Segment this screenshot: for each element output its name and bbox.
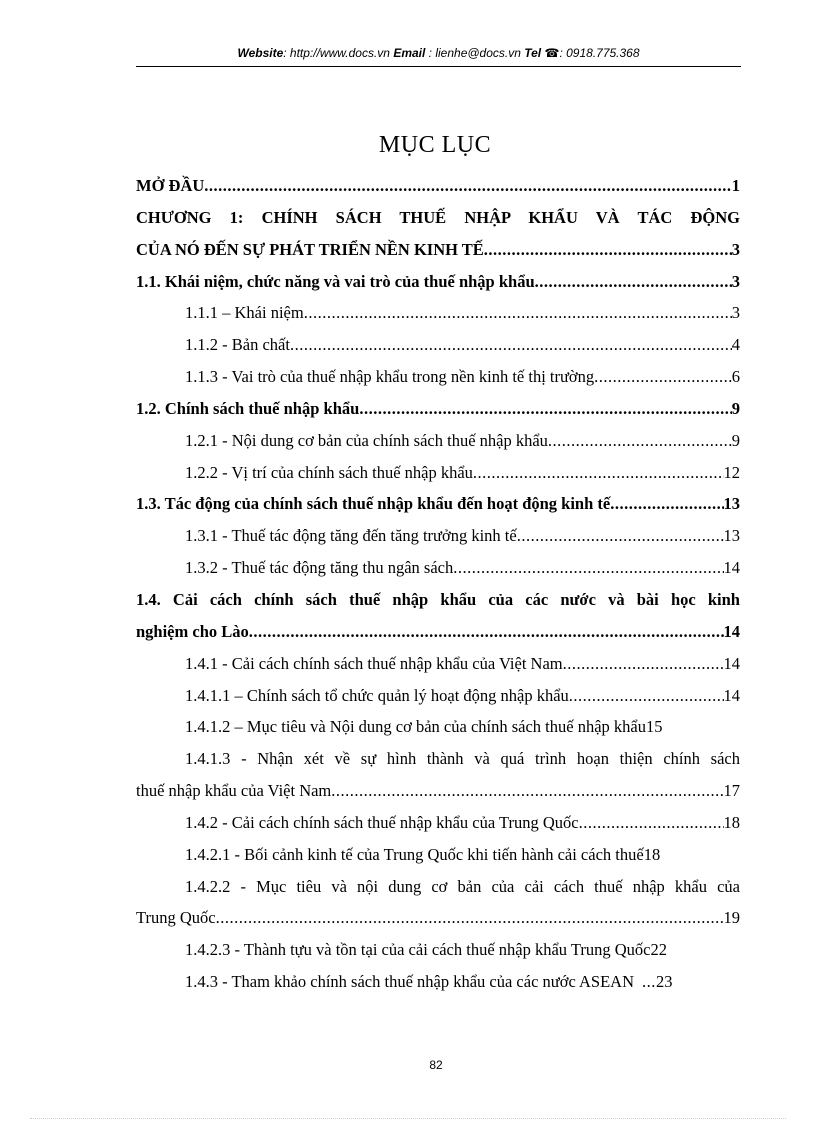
email-value: : lienhe@docs.vn bbox=[428, 46, 521, 60]
toc-leader-dots bbox=[484, 234, 732, 266]
toc-leader-dots bbox=[517, 520, 724, 552]
toc-entry bbox=[136, 457, 740, 489]
toc-entry-text: 1.2.2 - Vị trí của chính sách thuế nhập khẩu bbox=[185, 462, 473, 482]
toc-entry bbox=[136, 361, 740, 393]
toc-entry-page: 14 bbox=[723, 685, 740, 705]
toc-entry-page: 9 bbox=[731, 398, 740, 418]
toc-entry-text: 1.1.1 – Khái niệm bbox=[185, 303, 304, 323]
toc-entry bbox=[136, 584, 740, 616]
phone-icon: ☎ bbox=[544, 46, 560, 60]
toc-entry-text: 1.4.1 - Cải cách chính sách thuế nhập khẩu của Việt Nam bbox=[185, 653, 563, 673]
toc-entry-page: 17 bbox=[723, 781, 740, 801]
toc-entry-page: 14 bbox=[723, 621, 740, 641]
page-number: 82 bbox=[429, 1058, 443, 1072]
toc-entry bbox=[136, 329, 740, 361]
toc-entry-text: CHƯƠNG 1: CHÍNH SÁCH THUẾ NHẬP KHẨU VÀ TÁC ĐỘNG bbox=[136, 207, 740, 227]
email-label: Email bbox=[393, 46, 426, 60]
toc-entry-page: 3 bbox=[731, 239, 740, 259]
toc-entry-text: 1.2.1 - Nội dung cơ bản của chính sách thuế nhập khẩu bbox=[185, 430, 548, 450]
toc-entry-text: 1.2. Chính sách thuế nhập khẩu bbox=[136, 398, 360, 418]
toc-entry bbox=[136, 488, 740, 520]
toc-entry-text: 1.4.1.1 – Chính sách tổ chức quản lý hoạt động nhập khẩu bbox=[185, 685, 569, 705]
toc-entry bbox=[136, 807, 740, 839]
toc-leader-dots bbox=[216, 902, 724, 934]
toc-entry-page: 18 bbox=[723, 812, 740, 832]
toc-entry-text: 1.4.2.2 - Mục tiêu và nội dung cơ bản của cải cách thuế nhập khẩu của bbox=[185, 876, 740, 896]
toc-entry bbox=[136, 775, 740, 807]
toc-entry-text: 1.4.3 - Tham khảo chính sách thuế nhập khẩu của các nước ASEAN bbox=[185, 972, 634, 992]
toc-entry-page: 23 bbox=[656, 972, 673, 992]
toc-entry-text: 1.4.2 - Cải cách chính sách thuế nhập khẩu của Trung Quốc bbox=[185, 812, 579, 832]
toc-entry-text: 1.1.2 - Bản chất bbox=[185, 335, 290, 355]
tel-value: : 0918.775.368 bbox=[559, 46, 640, 60]
toc-entry-page: 19 bbox=[723, 908, 740, 928]
page-header bbox=[136, 46, 741, 67]
toc-entry-page: 9 bbox=[731, 430, 740, 450]
toc-leader-dots bbox=[331, 775, 723, 807]
toc-entry bbox=[136, 170, 740, 202]
toc-entry-text: 1.3. Tác động của chính sách thuế nhập khẩu đến hoạt động kinh tế bbox=[136, 494, 611, 514]
toc-entry bbox=[136, 680, 740, 712]
page-title: MỤC LỤC bbox=[378, 132, 492, 158]
toc-entry bbox=[136, 520, 740, 552]
toc-leader-dots bbox=[304, 297, 732, 329]
toc-entry bbox=[136, 839, 740, 871]
toc-entry bbox=[136, 871, 740, 903]
toc-leader-dots bbox=[569, 680, 724, 712]
toc-entry-page: 13 bbox=[723, 494, 740, 514]
toc-entry-page: 22 bbox=[650, 940, 667, 960]
toc-entry-text: MỞ ĐẦU bbox=[136, 176, 205, 195]
toc-leader-dots bbox=[548, 425, 732, 457]
toc-entry bbox=[136, 648, 740, 680]
toc-leader-dots bbox=[563, 648, 724, 680]
toc-entry-text: 1.3.2 - Thuế tác động tăng thu ngân sách bbox=[185, 558, 454, 578]
toc-entry bbox=[136, 425, 740, 457]
toc-entry-text: 1.4.1.3 - Nhận xét về sự hình thành và quá trình hoạn thiện chính sách bbox=[185, 749, 740, 769]
toc-entry-text: 1.4.2.1 - Bối cảnh kinh tế của Trung Quốc khi tiến hành cải cách thuế bbox=[185, 844, 644, 864]
table-of-contents bbox=[136, 170, 740, 998]
toc-leader-dots bbox=[594, 361, 732, 393]
toc-entry-text: 1.4.2.3 - Thành tựu và tồn tại của cải cách thuế nhập khẩu Trung Quốc bbox=[185, 940, 651, 960]
toc-leader-dots bbox=[290, 329, 732, 361]
toc-entry-page: 18 bbox=[643, 844, 661, 864]
toc-entry-page: 12 bbox=[723, 462, 740, 482]
toc-leader-dots bbox=[204, 170, 731, 202]
toc-entry-text: 1.1.3 - Vai trò của thuế nhập khẩu trong nền kinh tế thị trường bbox=[185, 367, 595, 387]
toc-entry-page: 6 bbox=[731, 367, 740, 387]
toc-entry bbox=[136, 393, 740, 425]
toc-entry-page: 3 bbox=[731, 271, 740, 291]
toc-leader-dots bbox=[610, 488, 723, 520]
toc-leader-dots bbox=[473, 457, 724, 489]
tel-label: Tel bbox=[524, 46, 542, 60]
toc-entry bbox=[136, 266, 740, 298]
toc-entry-text: thuế nhập khẩu của Việt Nam bbox=[136, 781, 332, 801]
toc-entry-page: 14 bbox=[723, 653, 740, 673]
toc-leader-dots bbox=[359, 393, 731, 425]
toc-entry-text: 1.4. Cải cách chính sách thuế nhập khẩu của các nước và bài học kinh bbox=[136, 589, 740, 609]
bottom-rule bbox=[30, 1118, 786, 1119]
toc-entry-page: 4 bbox=[731, 335, 740, 355]
toc-entry bbox=[136, 902, 740, 934]
toc-entry bbox=[136, 202, 740, 234]
toc-entry-text: Trung Quốc bbox=[136, 908, 216, 928]
toc-leader-dots bbox=[453, 552, 723, 584]
toc-leader-dots bbox=[535, 266, 732, 298]
toc-entry-text: 1.1. Khái niệm, chức năng và vai trò của thuế nhập khẩu bbox=[136, 271, 535, 291]
toc-leader-dots bbox=[249, 616, 724, 648]
toc-entry-page: 13 bbox=[723, 526, 740, 546]
website-label: Website bbox=[237, 46, 284, 60]
toc-entry-text: 1.3.1 - Thuế tác động tăng đến tăng trưởng kinh tế bbox=[185, 526, 517, 546]
toc-entry-page: 15 bbox=[646, 717, 663, 737]
toc-entry bbox=[136, 234, 740, 266]
toc-entry-text: 1.4.1.2 – Mục tiêu và Nội dung cơ bản của chính sách thuế nhập khẩu bbox=[185, 717, 646, 737]
toc-leader-dots bbox=[579, 807, 724, 839]
toc-entry bbox=[136, 616, 740, 648]
toc-entry bbox=[136, 552, 740, 584]
toc-entry bbox=[136, 711, 740, 743]
toc-entry-text: nghiệm cho Lào bbox=[136, 621, 249, 641]
toc-entry-page: 3 bbox=[731, 303, 740, 323]
toc-leader-dots bbox=[642, 966, 656, 998]
toc-entry bbox=[136, 743, 740, 775]
toc-entry-text: CỦA NÓ ĐẾN SỰ PHÁT TRIỂN NỀN KINH TẾ bbox=[136, 239, 484, 259]
toc-entry-page: 1 bbox=[731, 176, 740, 195]
toc-entry bbox=[136, 966, 740, 998]
toc-entry bbox=[136, 934, 740, 966]
toc-entry-page: 14 bbox=[723, 558, 740, 578]
website-value: : http://www.docs.vn bbox=[283, 46, 390, 60]
toc-entry bbox=[136, 297, 740, 329]
